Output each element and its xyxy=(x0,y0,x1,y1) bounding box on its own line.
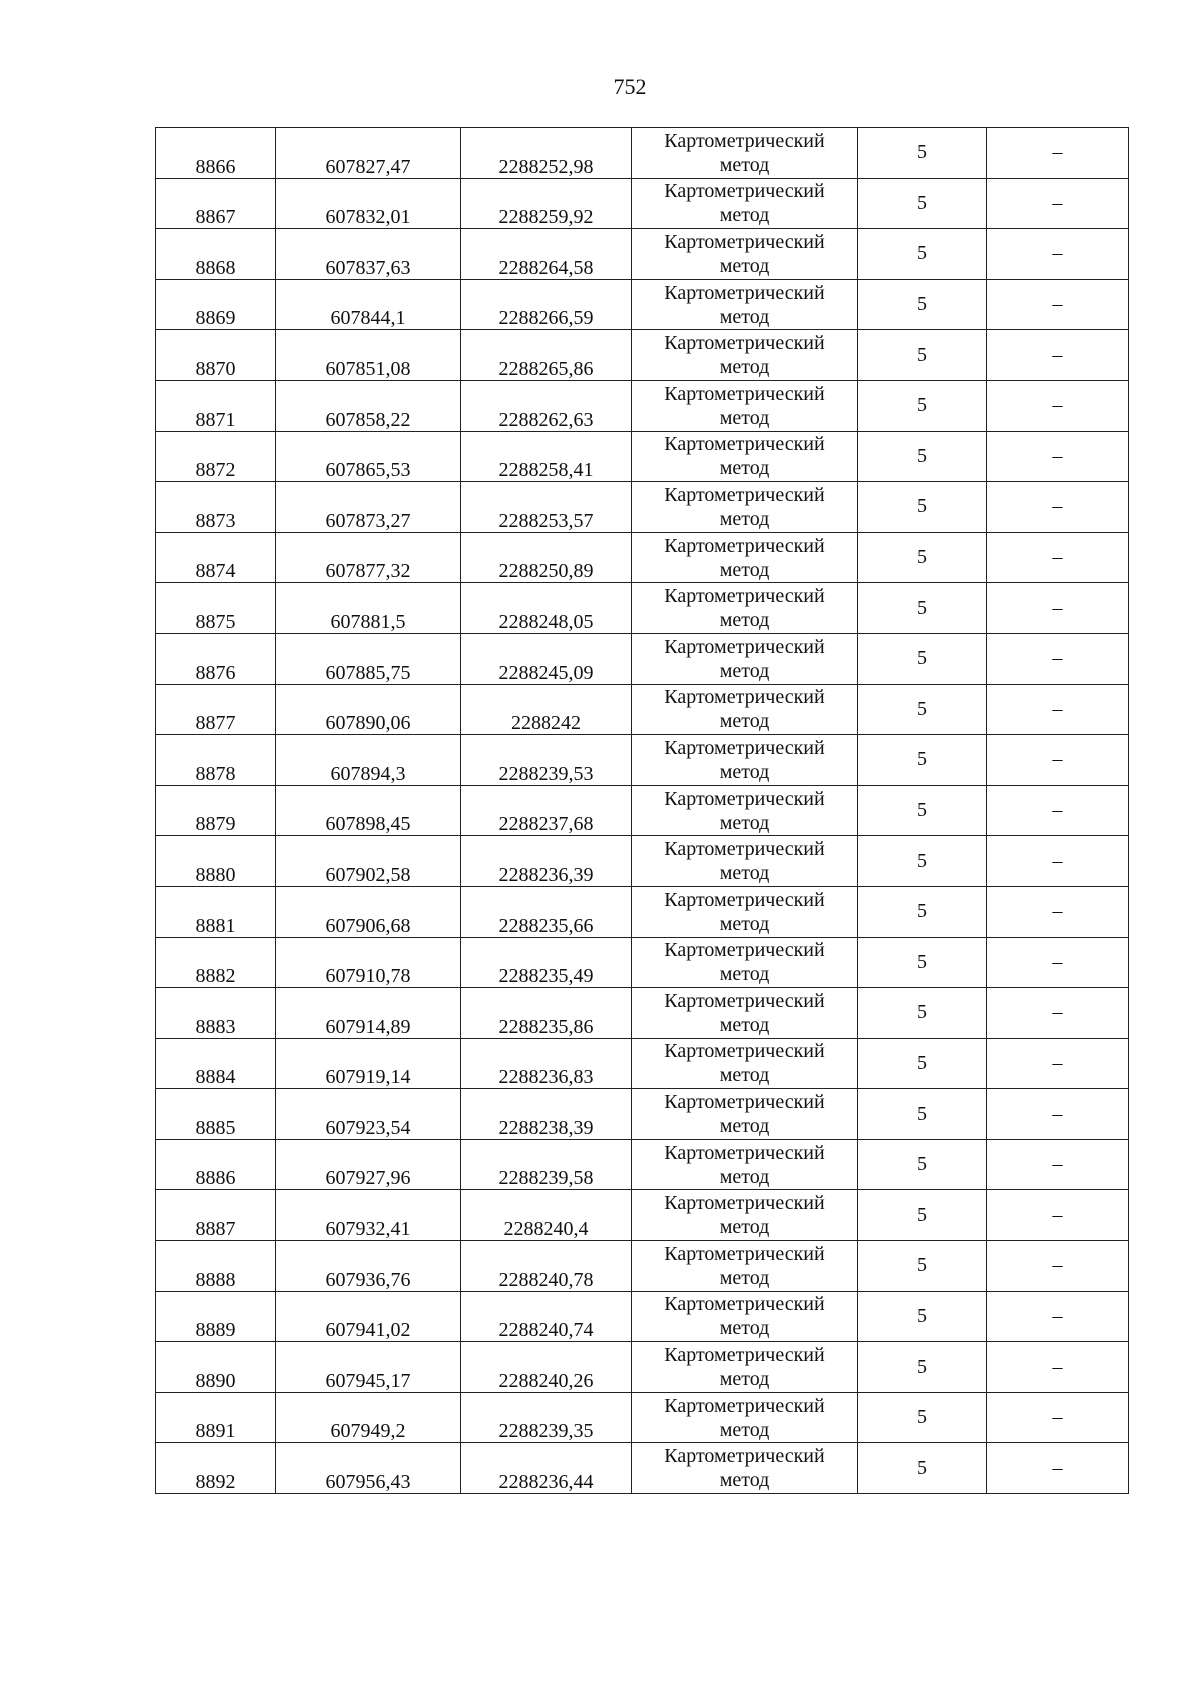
method-line-2: метод xyxy=(719,760,770,783)
point-number-cell: 8872 xyxy=(156,431,276,482)
note-cell: – xyxy=(987,684,1129,735)
note-cell: – xyxy=(987,279,1129,330)
accuracy-cell: 5 xyxy=(858,1443,987,1494)
method-line-1: Картометрический xyxy=(664,989,825,1012)
accuracy-cell: 5 xyxy=(858,684,987,735)
method-cell xyxy=(632,380,858,431)
x-coordinate-cell: 607894,3 xyxy=(276,735,461,786)
method-line-1: Картометрический xyxy=(664,281,825,304)
method-cell xyxy=(632,128,858,179)
table-row xyxy=(156,735,1129,786)
method-line-2: метод xyxy=(719,1469,770,1492)
x-coordinate-cell: 607877,32 xyxy=(276,532,461,583)
table-row xyxy=(156,330,1129,381)
method-cell xyxy=(632,1342,858,1393)
accuracy-cell: 5 xyxy=(858,1139,987,1190)
method-cell xyxy=(632,633,858,684)
x-coordinate-cell: 607910,78 xyxy=(276,937,461,988)
method-line-2: метод xyxy=(719,153,770,176)
accuracy-cell: 5 xyxy=(858,735,987,786)
accuracy-cell: 5 xyxy=(858,1392,987,1443)
method-line-1: Картометрический xyxy=(664,332,825,355)
method-line-1: Картометрический xyxy=(664,585,825,608)
page-number: 752 xyxy=(613,74,647,99)
method-cell xyxy=(632,482,858,533)
table-row xyxy=(156,836,1129,887)
method-cell xyxy=(632,684,858,735)
x-coordinate-cell: 607837,63 xyxy=(276,229,461,280)
method-cell xyxy=(632,431,858,482)
method-line-2: метод xyxy=(719,1216,770,1239)
table-row xyxy=(156,1392,1129,1443)
method-cell xyxy=(632,937,858,988)
y-coordinate-cell: 2288238,39 xyxy=(461,1089,632,1140)
y-coordinate-cell: 2288266,59 xyxy=(461,279,632,330)
accuracy-cell: 5 xyxy=(858,1342,987,1393)
y-coordinate-cell: 2288258,41 xyxy=(461,431,632,482)
note-cell: – xyxy=(987,380,1129,431)
point-number-cell: 8882 xyxy=(156,937,276,988)
point-number-cell: 8886 xyxy=(156,1139,276,1190)
point-number-cell: 8890 xyxy=(156,1342,276,1393)
method-line-1: Картометрический xyxy=(664,787,825,810)
note-cell: – xyxy=(987,178,1129,229)
x-coordinate-cell: 607949,2 xyxy=(276,1392,461,1443)
note-cell: – xyxy=(987,431,1129,482)
y-coordinate-cell: 2288240,26 xyxy=(461,1342,632,1393)
method-cell xyxy=(632,178,858,229)
method-cell xyxy=(632,785,858,836)
point-number-cell: 8880 xyxy=(156,836,276,887)
accuracy-cell: 5 xyxy=(858,330,987,381)
y-coordinate-cell: 2288242 xyxy=(461,684,632,735)
table-row xyxy=(156,1190,1129,1241)
accuracy-cell: 5 xyxy=(858,633,987,684)
accuracy-cell: 5 xyxy=(858,1190,987,1241)
method-line-1: Картометрический xyxy=(664,888,825,911)
accuracy-cell: 5 xyxy=(858,128,987,179)
coordinates-table-body xyxy=(156,128,1129,1494)
note-cell: – xyxy=(987,1342,1129,1393)
method-cell xyxy=(632,886,858,937)
y-coordinate-cell: 2288236,44 xyxy=(461,1443,632,1494)
accuracy-cell: 5 xyxy=(858,380,987,431)
x-coordinate-cell: 607906,68 xyxy=(276,886,461,937)
point-number-cell: 8883 xyxy=(156,988,276,1039)
note-cell: – xyxy=(987,785,1129,836)
table-row xyxy=(156,482,1129,533)
method-line-1: Картометрический xyxy=(664,1192,825,1215)
point-number-cell: 8866 xyxy=(156,128,276,179)
point-number-cell: 8881 xyxy=(156,886,276,937)
table-row xyxy=(156,1038,1129,1089)
table-row xyxy=(156,1291,1129,1342)
x-coordinate-cell: 607936,76 xyxy=(276,1241,461,1292)
accuracy-cell: 5 xyxy=(858,279,987,330)
method-line-2: метод xyxy=(719,1317,770,1340)
table-row xyxy=(156,785,1129,836)
table-row xyxy=(156,128,1129,179)
point-number-cell: 8873 xyxy=(156,482,276,533)
point-number-cell: 8874 xyxy=(156,532,276,583)
x-coordinate-cell: 607890,06 xyxy=(276,684,461,735)
method-line-1: Картометрический xyxy=(664,1040,825,1063)
note-cell: – xyxy=(987,1038,1129,1089)
note-cell: – xyxy=(987,482,1129,533)
y-coordinate-cell: 2288240,74 xyxy=(461,1291,632,1342)
y-coordinate-cell: 2288239,58 xyxy=(461,1139,632,1190)
y-coordinate-cell: 2288239,35 xyxy=(461,1392,632,1443)
point-number-cell: 8870 xyxy=(156,330,276,381)
x-coordinate-cell: 607956,43 xyxy=(276,1443,461,1494)
y-coordinate-cell: 2288245,09 xyxy=(461,633,632,684)
point-number-cell: 8891 xyxy=(156,1392,276,1443)
x-coordinate-cell: 607941,02 xyxy=(276,1291,461,1342)
point-number-cell: 8869 xyxy=(156,279,276,330)
method-line-2: метод xyxy=(719,1368,770,1391)
y-coordinate-cell: 2288237,68 xyxy=(461,785,632,836)
method-cell xyxy=(632,1089,858,1140)
method-line-1: Картометрический xyxy=(664,534,825,557)
method-line-1: Картометрический xyxy=(664,686,825,709)
x-coordinate-cell: 607844,1 xyxy=(276,279,461,330)
note-cell: – xyxy=(987,229,1129,280)
y-coordinate-cell: 2288235,86 xyxy=(461,988,632,1039)
accuracy-cell: 5 xyxy=(858,431,987,482)
method-line-1: Картометрический xyxy=(664,939,825,962)
method-line-2: метод xyxy=(719,811,770,834)
accuracy-cell: 5 xyxy=(858,886,987,937)
x-coordinate-cell: 607932,41 xyxy=(276,1190,461,1241)
table-row xyxy=(156,684,1129,735)
method-line-1: Картометрический xyxy=(664,230,825,253)
x-coordinate-cell: 607902,58 xyxy=(276,836,461,887)
accuracy-cell: 5 xyxy=(858,532,987,583)
note-cell: – xyxy=(987,836,1129,887)
note-cell: – xyxy=(987,128,1129,179)
method-line-2: метод xyxy=(719,862,770,885)
method-line-2: метод xyxy=(719,1418,770,1441)
accuracy-cell: 5 xyxy=(858,1089,987,1140)
x-coordinate-cell: 607927,96 xyxy=(276,1139,461,1190)
x-coordinate-cell: 607858,22 xyxy=(276,380,461,431)
y-coordinate-cell: 2288250,89 xyxy=(461,532,632,583)
point-number-cell: 8887 xyxy=(156,1190,276,1241)
x-coordinate-cell: 607873,27 xyxy=(276,482,461,533)
method-cell xyxy=(632,735,858,786)
y-coordinate-cell: 2288248,05 xyxy=(461,583,632,634)
table-row xyxy=(156,988,1129,1039)
table-row xyxy=(156,1241,1129,1292)
method-cell xyxy=(632,1038,858,1089)
method-cell xyxy=(632,1392,858,1443)
method-line-2: метод xyxy=(719,659,770,682)
accuracy-cell: 5 xyxy=(858,937,987,988)
note-cell: – xyxy=(987,532,1129,583)
y-coordinate-cell: 2288239,53 xyxy=(461,735,632,786)
table-row xyxy=(156,1342,1129,1393)
accuracy-cell: 5 xyxy=(858,1038,987,1089)
x-coordinate-cell: 607919,14 xyxy=(276,1038,461,1089)
table-row xyxy=(156,380,1129,431)
method-line-2: метод xyxy=(719,609,770,632)
method-cell xyxy=(632,330,858,381)
x-coordinate-cell: 607923,54 xyxy=(276,1089,461,1140)
table-row xyxy=(156,633,1129,684)
table-row xyxy=(156,937,1129,988)
note-cell: – xyxy=(987,886,1129,937)
point-number-cell: 8875 xyxy=(156,583,276,634)
method-line-1: Картометрический xyxy=(664,1445,825,1468)
method-line-1: Картометрический xyxy=(664,1242,825,1265)
x-coordinate-cell: 607865,53 xyxy=(276,431,461,482)
method-line-2: метод xyxy=(719,1064,770,1087)
accuracy-cell: 5 xyxy=(858,988,987,1039)
method-cell xyxy=(632,988,858,1039)
x-coordinate-cell: 607914,89 xyxy=(276,988,461,1039)
method-line-2: метод xyxy=(719,406,770,429)
method-line-2: метод xyxy=(719,710,770,733)
y-coordinate-cell: 2288252,98 xyxy=(461,128,632,179)
accuracy-cell: 5 xyxy=(858,583,987,634)
y-coordinate-cell: 2288259,92 xyxy=(461,178,632,229)
method-line-1: Картометрический xyxy=(664,838,825,861)
method-line-1: Картометрический xyxy=(664,635,825,658)
table-row xyxy=(156,431,1129,482)
note-cell: – xyxy=(987,1089,1129,1140)
method-line-2: метод xyxy=(719,1266,770,1289)
y-coordinate-cell: 2288240,4 xyxy=(461,1190,632,1241)
method-cell xyxy=(632,1190,858,1241)
point-number-cell: 8884 xyxy=(156,1038,276,1089)
y-coordinate-cell: 2288265,86 xyxy=(461,330,632,381)
method-line-1: Картометрический xyxy=(664,483,825,506)
method-cell xyxy=(632,1139,858,1190)
method-line-1: Картометрический xyxy=(664,736,825,759)
method-line-2: метод xyxy=(719,507,770,530)
table-row xyxy=(156,1443,1129,1494)
accuracy-cell: 5 xyxy=(858,482,987,533)
y-coordinate-cell: 2288262,63 xyxy=(461,380,632,431)
method-cell xyxy=(632,583,858,634)
method-line-1: Картометрический xyxy=(664,382,825,405)
accuracy-cell: 5 xyxy=(858,1291,987,1342)
note-cell: – xyxy=(987,1190,1129,1241)
method-line-1: Картометрический xyxy=(664,129,825,152)
y-coordinate-cell: 2288253,57 xyxy=(461,482,632,533)
y-coordinate-cell: 2288236,83 xyxy=(461,1038,632,1089)
x-coordinate-cell: 607945,17 xyxy=(276,1342,461,1393)
method-line-2: метод xyxy=(719,1013,770,1036)
note-cell: – xyxy=(987,330,1129,381)
coordinates-table xyxy=(155,127,1129,1494)
method-line-2: метод xyxy=(719,356,770,379)
method-cell xyxy=(632,229,858,280)
table-row xyxy=(156,886,1129,937)
point-number-cell: 8867 xyxy=(156,178,276,229)
method-line-1: Картометрический xyxy=(664,1344,825,1367)
y-coordinate-cell: 2288264,58 xyxy=(461,229,632,280)
table-row xyxy=(156,229,1129,280)
method-line-1: Картометрический xyxy=(664,1293,825,1316)
table-row xyxy=(156,1089,1129,1140)
method-line-2: метод xyxy=(719,912,770,935)
method-line-1: Картометрический xyxy=(664,1091,825,1114)
table-row xyxy=(156,178,1129,229)
note-cell: – xyxy=(987,633,1129,684)
method-line-2: метод xyxy=(719,305,770,328)
x-coordinate-cell: 607851,08 xyxy=(276,330,461,381)
method-line-2: метод xyxy=(719,457,770,480)
method-cell xyxy=(632,279,858,330)
note-cell: – xyxy=(987,735,1129,786)
accuracy-cell: 5 xyxy=(858,178,987,229)
table-row xyxy=(156,1139,1129,1190)
method-cell xyxy=(632,836,858,887)
note-cell: – xyxy=(987,937,1129,988)
method-line-2: метод xyxy=(719,1115,770,1138)
note-cell: – xyxy=(987,1139,1129,1190)
note-cell: – xyxy=(987,988,1129,1039)
table-row xyxy=(156,583,1129,634)
method-line-1: Картометрический xyxy=(664,1141,825,1164)
x-coordinate-cell: 607832,01 xyxy=(276,178,461,229)
x-coordinate-cell: 607827,47 xyxy=(276,128,461,179)
method-cell xyxy=(632,1291,858,1342)
method-line-2: метод xyxy=(719,204,770,227)
note-cell: – xyxy=(987,1392,1129,1443)
accuracy-cell: 5 xyxy=(858,785,987,836)
method-line-2: метод xyxy=(719,963,770,986)
method-cell xyxy=(632,532,858,583)
table-row xyxy=(156,532,1129,583)
point-number-cell: 8876 xyxy=(156,633,276,684)
method-line-2: метод xyxy=(719,558,770,581)
point-number-cell: 8868 xyxy=(156,229,276,280)
y-coordinate-cell: 2288240,78 xyxy=(461,1241,632,1292)
accuracy-cell: 5 xyxy=(858,229,987,280)
note-cell: – xyxy=(987,1241,1129,1292)
y-coordinate-cell: 2288236,39 xyxy=(461,836,632,887)
point-number-cell: 8878 xyxy=(156,735,276,786)
note-cell: – xyxy=(987,1291,1129,1342)
method-cell xyxy=(632,1241,858,1292)
y-coordinate-cell: 2288235,66 xyxy=(461,886,632,937)
method-line-1: Картометрический xyxy=(664,433,825,456)
accuracy-cell: 5 xyxy=(858,836,987,887)
method-cell xyxy=(632,1443,858,1494)
point-number-cell: 8871 xyxy=(156,380,276,431)
method-line-2: метод xyxy=(719,1165,770,1188)
point-number-cell: 8889 xyxy=(156,1291,276,1342)
table-row xyxy=(156,279,1129,330)
y-coordinate-cell: 2288235,49 xyxy=(461,937,632,988)
x-coordinate-cell: 607885,75 xyxy=(276,633,461,684)
point-number-cell: 8888 xyxy=(156,1241,276,1292)
point-number-cell: 8885 xyxy=(156,1089,276,1140)
point-number-cell: 8892 xyxy=(156,1443,276,1494)
note-cell: – xyxy=(987,583,1129,634)
accuracy-cell: 5 xyxy=(858,1241,987,1292)
x-coordinate-cell: 607881,5 xyxy=(276,583,461,634)
method-line-2: метод xyxy=(719,254,770,277)
method-line-1: Картометрический xyxy=(664,180,825,203)
method-line-1: Картометрический xyxy=(664,1394,825,1417)
point-number-cell: 8877 xyxy=(156,684,276,735)
note-cell: – xyxy=(987,1443,1129,1494)
x-coordinate-cell: 607898,45 xyxy=(276,785,461,836)
point-number-cell: 8879 xyxy=(156,785,276,836)
